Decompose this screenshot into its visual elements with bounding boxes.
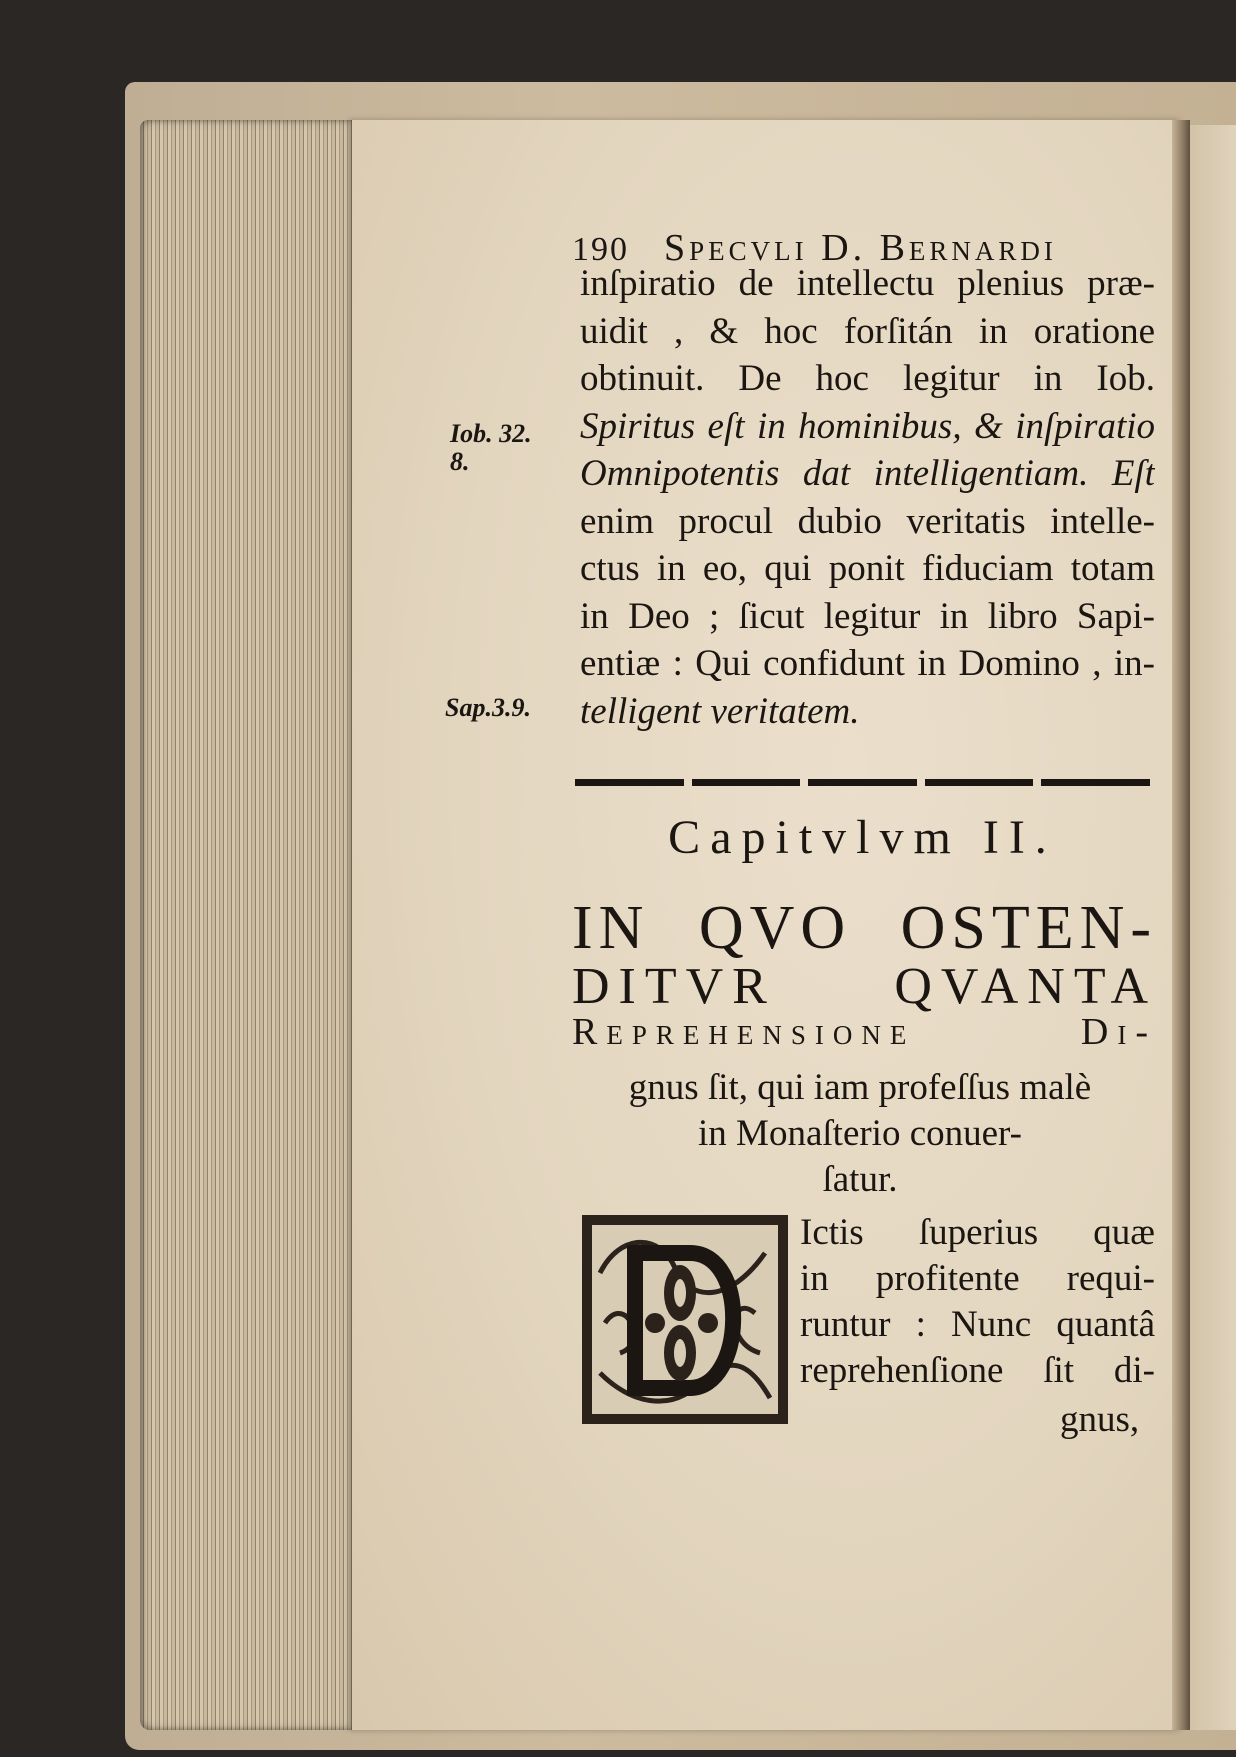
chapter-subtitle: [600, 1065, 1120, 1203]
page-fore-edges: [140, 120, 365, 1730]
margin-note-sap: Sap.3.9.: [445, 693, 531, 722]
text-line: enim procul dubio veritatis intelle-: [580, 500, 1155, 542]
text-line: Omnipotentis dat intelligentiam. Eſt: [580, 453, 1155, 494]
text-line: in profitente requi-: [800, 1258, 1155, 1299]
text-line: telligent veritatem.: [580, 690, 860, 732]
text-line: in Deo ; ſicut legitur in libro Sapi-: [580, 595, 1155, 637]
paragraph-2: [800, 1210, 1155, 1394]
chapter-title-line-2: DITVR QVANTA: [572, 958, 1157, 1015]
text-line: inſpiratio de intellectu plenius præ-: [580, 263, 1155, 304]
text-line: entiæ : Qui confidunt in Domino , in-: [580, 643, 1155, 684]
chapter-title-line-1: IN QVO OSTEN-: [572, 894, 1157, 962]
page-number: 190: [572, 231, 629, 268]
catchword: gnus,: [1060, 1399, 1140, 1440]
paragraph-1: [580, 260, 1155, 735]
text-line: Spiritus eſt in hominibus, & inſpiratio: [580, 405, 1155, 447]
chapter-heading: Capitvlvm II.: [668, 811, 1057, 864]
subtitle-line: gnus ſit, qui iam profeſſus malè: [628, 1067, 1092, 1108]
chapter-title-line-3: Reprehensione Di-: [572, 1011, 1157, 1053]
text-line: Ictis ſuperius quæ: [800, 1212, 1155, 1253]
section-rule: [575, 779, 1150, 786]
subtitle-line: in Monaſterio conuer-: [698, 1113, 1022, 1154]
margin-note-job: Iob. 32. 8.: [450, 419, 532, 476]
subtitle-line: ſatur.: [822, 1159, 898, 1200]
running-title: Specvli D. Bernardi: [664, 227, 1057, 269]
facing-page-edge: [1190, 125, 1236, 1730]
ornamental-initial-d-icon: [580, 1213, 790, 1426]
text-line: obtinuit. De hoc legitur in Iob.: [580, 358, 1155, 399]
text-line: ctus in eo, qui ponit fiduciam totam: [580, 548, 1155, 589]
text-line: uidit , & hoc forſitán in oratione: [580, 310, 1155, 352]
text-line: reprehenſione ſit di-: [800, 1350, 1155, 1391]
book-gutter: [1172, 120, 1190, 1730]
text-line: runtur : Nunc quantâ: [800, 1304, 1155, 1345]
